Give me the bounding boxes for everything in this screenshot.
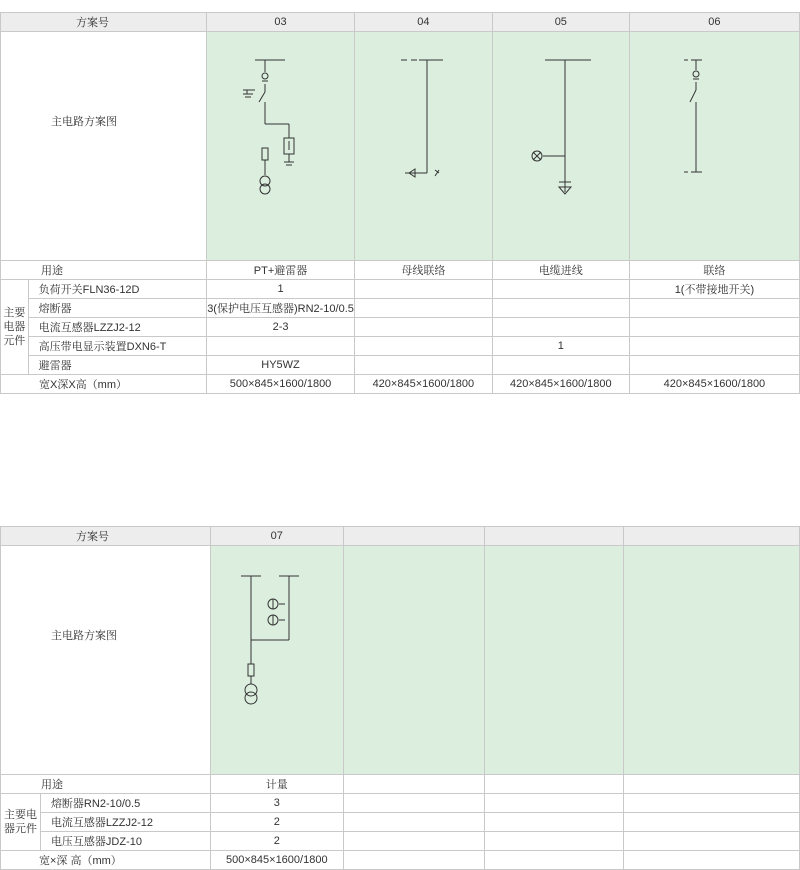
- dimensions-label: 宽×深 高（mm）: [1, 851, 211, 870]
- scheme-empty: [624, 527, 800, 546]
- component-row: [1, 299, 800, 318]
- circuit-diagram-03: [207, 32, 355, 261]
- component-name: 熔断器RN2-10/0.5: [40, 794, 210, 813]
- dimensions-empty: [624, 851, 800, 870]
- component-name: 负荷开关FLN36-12D: [28, 280, 207, 299]
- component-name: 电压互感器JDZ-10: [40, 832, 210, 851]
- dimensions-row: [1, 375, 800, 394]
- empty-diagram: [624, 546, 800, 775]
- component-value: [624, 794, 800, 813]
- component-row: [1, 794, 800, 813]
- dimensions-empty: [484, 851, 624, 870]
- component-value: 2: [210, 813, 343, 832]
- component-value: [629, 318, 799, 337]
- empty-diagram: [484, 546, 624, 775]
- component-value: [484, 794, 624, 813]
- component-name: 高压带电显示装置DXN6-T: [28, 337, 207, 356]
- scheme-04: 04: [354, 13, 492, 32]
- dimensions-07: 500×845×1600/1800: [210, 851, 343, 870]
- component-row: [1, 318, 800, 337]
- component-name: 避雷器: [28, 356, 207, 375]
- diagram-row: [1, 546, 800, 775]
- usage-row: [1, 261, 800, 280]
- dimensions-05: 420×845×1600/1800: [492, 375, 629, 394]
- component-name: 电流互感器LZZJ2-12: [28, 318, 207, 337]
- component-value: 1: [207, 280, 355, 299]
- dimensions-row: [1, 851, 800, 870]
- component-value: [492, 299, 629, 318]
- scheme-table-1: [0, 12, 800, 394]
- usage-04: 母线联络: [354, 261, 492, 280]
- circuit-diagram-07: [210, 546, 343, 775]
- component-row: [1, 813, 800, 832]
- scheme-number-label: 方案号: [1, 13, 207, 32]
- component-value: [343, 794, 484, 813]
- component-value: [354, 280, 492, 299]
- dimensions-04: 420×845×1600/1800: [354, 375, 492, 394]
- component-value: 1: [492, 337, 629, 356]
- component-value: 3(保护电压互感器)RN2-10/0.5: [207, 299, 355, 318]
- circuit-diagram-06: [629, 32, 799, 261]
- component-row: [1, 832, 800, 851]
- component-value: [484, 813, 624, 832]
- empty-diagram: [343, 546, 484, 775]
- dimensions-empty: [343, 851, 484, 870]
- main-components-label: 主要电器元件: [1, 794, 41, 851]
- scheme-07: 07: [210, 527, 343, 546]
- component-value: [492, 356, 629, 375]
- component-value: [354, 318, 492, 337]
- scheme-table-2: [0, 526, 800, 870]
- component-value: [492, 318, 629, 337]
- main-components-label: 主要电器元件: [1, 280, 29, 375]
- main-circuit-label: 主电路方案图: [1, 546, 211, 775]
- dimensions-06: 420×845×1600/1800: [629, 375, 799, 394]
- circuit-diagram-04: [354, 32, 492, 261]
- scheme-03: 03: [207, 13, 355, 32]
- usage-empty: [343, 775, 484, 794]
- usage-label: 用途: [1, 261, 207, 280]
- component-value: [207, 337, 355, 356]
- component-value: 3: [210, 794, 343, 813]
- diagram-row: [1, 32, 800, 261]
- scheme-empty: [484, 527, 624, 546]
- usage-empty: [624, 775, 800, 794]
- component-value: [629, 299, 799, 318]
- dimensions-03: 500×845×1600/1800: [207, 375, 355, 394]
- usage-empty: [484, 775, 624, 794]
- circuit-diagram-05: [492, 32, 629, 261]
- usage-03: PT+避雷器: [207, 261, 355, 280]
- component-value: [624, 813, 800, 832]
- component-value: [354, 356, 492, 375]
- component-value: [492, 280, 629, 299]
- component-value: 1(不带接地开关): [629, 280, 799, 299]
- usage-07: 计量: [210, 775, 343, 794]
- component-value: HY5WZ: [207, 356, 355, 375]
- component-value: 2-3: [207, 318, 355, 337]
- component-value: [354, 337, 492, 356]
- usage-06: 联络: [629, 261, 799, 280]
- component-value: [354, 299, 492, 318]
- component-value: [343, 813, 484, 832]
- component-value: [343, 832, 484, 851]
- component-value: [629, 337, 799, 356]
- scheme-05: 05: [492, 13, 629, 32]
- component-value: [629, 356, 799, 375]
- component-value: [484, 832, 624, 851]
- component-row: [1, 280, 800, 299]
- scheme-empty: [343, 527, 484, 546]
- component-name: 熔断器: [28, 299, 207, 318]
- dimensions-label: 宽X深X高（mm）: [1, 375, 207, 394]
- header-row: [1, 527, 800, 546]
- header-row: [1, 13, 800, 32]
- component-value: [624, 832, 800, 851]
- component-name: 电流互感器LZZJ2-12: [40, 813, 210, 832]
- main-circuit-label: 主电路方案图: [1, 32, 207, 261]
- usage-row: [1, 775, 800, 794]
- component-value: 2: [210, 832, 343, 851]
- component-row: [1, 356, 800, 375]
- usage-label: 用途: [1, 775, 211, 794]
- component-row: [1, 337, 800, 356]
- scheme-06: 06: [629, 13, 799, 32]
- scheme-number-label: 方案号: [1, 527, 211, 546]
- usage-05: 电缆进线: [492, 261, 629, 280]
